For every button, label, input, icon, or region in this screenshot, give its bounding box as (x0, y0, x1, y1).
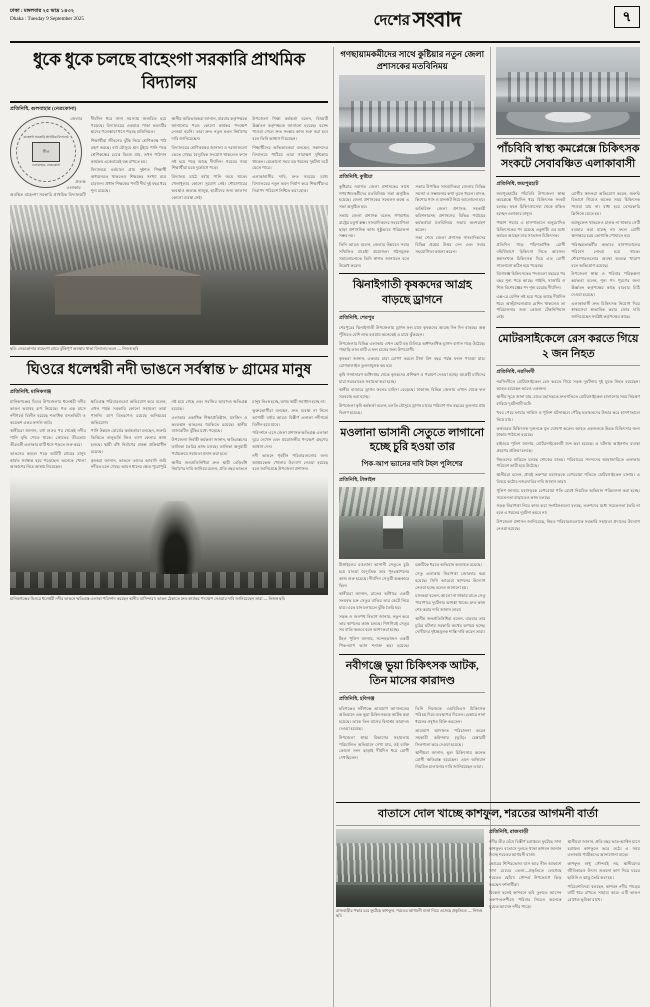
paragraph: সভায় জেলা প্রশাসক বলেন, গণমাধ্যম রাষ্ট্রের চতুর্থ স্তম্ভ। সাংবাদিকদের সহযোগিতা ছাড়া প্রশাসনিক কাজ সুষ্ঠুভাবে পরিচালনা সম্ভব নয়। (339, 212, 410, 239)
seal-ring (16, 122, 76, 182)
paragraph: স্থানীয় অভিভাবকরা জানান, বারবার কর্তৃপক্ষকে জানানোর পরও কোনো কার্যকর পদক্ষেপ নেওয়া হয়নি। তারা দ্রুত নতুন ভবন নির্মাণের দাবি জানিয়েছেন। (171, 115, 248, 142)
paragraph: স্থানীয়রা জানান, রাতের আঁধারে একটি সংঘবদ্ধ চক্র সেতুর বাতির তার কেটে নিয়ে যায়। এতে যান চলাচলে ঝুঁকি তৈরি হয়। (339, 591, 410, 611)
paragraph: বিশেষজ্ঞ চিকিৎসকের পদগুলো বছরের পর বছর শূন্য পড়ে আছে। গাইনি, সার্জারি ও শিশু বিশেষজ্ঞের পদ শূন্য রয়েছে দীর্ঘদিন। (496, 271, 566, 291)
dhaleshwari-body (10, 399, 328, 473)
fake-doctor-body (339, 706, 485, 771)
paragraph: ভাঙনের কবলে পড়ে আটটি গ্রামের মানুষ কার্যত সর্বস্বান্ত হয়ে পড়েছেন। অনেকে খোলা আকাশের নিচে আশ্রয় নিয়েছেন। (10, 450, 86, 470)
paragraph: অ্যাম্বুলেন্স থাকলেও চালক না থাকায় সেটি ব্যবহার করা যাচ্ছে না। ফলে রোগী স্থানান্তরে চরম ভোগান্তি পোহাতে হয়। (571, 219, 640, 239)
paragraph: ভ্রাম্যমাণ আদালত পরিচালনা করেন সহকারী কমিশনার (ভূমি)। চেম্বারটি সিলগালা করে দেওয়া হয়েছে। (415, 727, 486, 747)
paragraph: স্থানীয় সূত্রে জানা যায়, রাতে মহাসড়কে দ্রুতগতিতে মোটরসাইকেল চালানোর সময় নিয়ন্ত্রণ হারিয়ে দুর্ঘটনাটি ঘটে। (496, 394, 640, 407)
paragraph: সেতু এলাকায় নিরাপত্তা জোরদার করা হয়েছে। সিসি ক্যামেরা স্থাপনের উদ্যোগ নেওয়া হচ্ছে বলেও জানানো হয়। (415, 571, 486, 590)
seal-center-mark: সীল (32, 142, 60, 162)
paragraph: ক্ষতিগ্রস্ত পরিবারগুলো অভিযোগ করে বলেন, এখন পর্যন্ত সরকারি কোনো সহায়তা তারা পাননি। ত্রাণ বিতরণেও রয়েছে অনিয়মের অভিযোগ। (90, 399, 167, 425)
paragraph: উপজেলা স্বাস্থ্য বিভাগের সহায়তায় পরিচালিত অভিযানে দেখা যায়, ওই ব্যক্তি কোনো সনদ ছাড়াই দীর্ঘদিন ধরে রোগী দেখছিলেন। (339, 734, 410, 761)
paragraph: সড়ক নিরাপত্তা নিয়ে কাজ করা সংগঠনগুলো বলছে, তরুণদের মধ্যে সচেতনতা তৈরি না হলে এ ধরনের দুর্ঘটনা কমবে না। (496, 503, 640, 516)
paragraph: বিদ্যালয়ের শ্রেণিকক্ষের জানালা ও দরজাগুলো ভেঙে গেছে। বৈদ্যুতিক সংযোগ থাকলেও ফ্যান নষ্ট হয়ে পড়ে আছে দীর্ঘদিন। গরমের সময় শিক্ষার্থীরা চরম দুর্ভোগে পড়ে। (171, 145, 248, 171)
paragraph: খবর পেয়ে ফায়ার সার্ভিস ও পুলিশ ঘটনাস্থলে পৌঁছে হতাহতদের উদ্ধার করে হাসপাতালে নিয়ে যায়। (496, 409, 640, 422)
paragraph: পানি উন্নয়ন বোর্ডের কর্মকর্তারা বলছেন, জরুরি ভিত্তিতে বালুভর্তি জিও ব্যাগ ফেলার কাজ চলছে। স্থায়ী বাঁধ নির্মাণের প্রকল্প প্রক্রিয়াধীন রয়েছে। (90, 428, 167, 454)
paragraph: শেরপুরের ঝিনাইগাতী উপজেলায় ড্রাগন ফল চাষে কৃষকদের আগ্রহ দিন দিন বাড়ছে। অল্প পুঁজিতে বেশি লাভ হওয়ায় অনেকেই এ চাষে ঝুঁকছেন। (339, 325, 486, 337)
paragraph: টাঙ্গাইলের মওলানা ভাসানী সেতুতে চুরি হয়ে যাওয়া বৈদ্যুতিক তার পুনঃস্থাপনের কাজ শুরু হয়েছে। দীর্ঘদিন সেতুটি অন্ধকারে ছিল। (339, 562, 410, 588)
kashful-text-wrap (489, 829, 640, 918)
paragraph: বিদ্যালয় মাঠে বর্ষায় পানি জমে থাকে। খেলাধুলার কোনো সুযোগ নেই। শৌচাগারের অবস্থাও অত্যন্ত নাজুক, ছাত্রীদের জন্য আলাদা কোনো ব্যবস্থা নেই। (171, 174, 248, 200)
paragraph: কর্তব্যরত চিকিৎসক দুজনকে মৃত ঘোষণা করেন। আহত একজনকে উন্নত চিকিৎসার জন্য ঢাকায় পাঠানো হয়েছে। (496, 425, 640, 438)
paragraph: সড়ক ও জনপথ বিভাগ জানায়, নতুন করে তার স্থাপনের কাজ চলছে। শিগগিরই সেতুর সব বাতি জ্বলবে বলে আশা করা হচ্ছে। (339, 613, 410, 633)
district-office-photo (339, 75, 485, 167)
paragraph: এক্স-রে মেশিন নষ্ট হয়ে পড়ে আছে দীর্ঘদিন ধরে। আল্ট্রাসনোগ্রাম মেশিন থাকলেও তা পরিচালনার জন্য কোনো টেকনিশিয়ান নেই। (496, 293, 566, 320)
paragraph: তিনি নিজেকে এমবিবিএস চিকিৎসক পরিচয় দিয়ে ব্যবস্থাপত্র দিতেন। চেম্বারে নানা ধরনের ওষুধও বিক্রি করতেন। (415, 705, 486, 725)
kashful-byline: প্রতিনিধি, রাজবাড়ী (489, 828, 529, 835)
dragon-fruit-byline: প্রতিনিধি, শেরপুর (339, 315, 375, 322)
hospital-building-photo (496, 47, 640, 135)
kashful-body (489, 839, 640, 911)
divider (336, 825, 640, 826)
paragraph: উপজেলার বিভিন্ন এলাকায় এখন ছোট বড় মিলিয়ে অর্ধশতাধিক ড্রাগন বাগান গড়ে উঠেছে। পাহাড়ি লাল মাটি এ ফল চাষের জন্য উপযোগী। (339, 340, 486, 353)
paragraph: জয়পুরহাটের পাঁচবিবি উপজেলা স্বাস্থ্য কমপ্লেক্সে দীর্ঘদিন ধরে চিকিৎসক সংকট চলছে। ফলে চিকিৎসাসেবা থেকে বঞ্চিত হচ্ছেন এলাকার মানুষ। (496, 190, 566, 217)
divider (339, 654, 485, 655)
kushtia-body (339, 184, 485, 270)
divider (339, 473, 485, 474)
divider (10, 101, 328, 103)
logo-text-deshar: দেশের (373, 13, 410, 29)
paragraph: উপজেলা শিক্ষা কর্মকর্তা বলেন, বিষয়টি ঊর্ধ্বতন কর্তৃপক্ষকে জানানো হয়েছে। বরাদ্দ পাওয়া গেলে দ্রুত সংস্কার কাজ শুরু করা হবে বলে তিনি আশ্বাস দিয়েছেন। (252, 115, 328, 142)
paragraph: শিক্ষার্থীদের অভিভাবকরা বলছেন, সন্তানদের বিদ্যালয়ে পাঠিয়ে তারা সারাক্ষণ দুশ্চিন্তায় থাকেন। যেকোনো সময় বড় ধরনের দুর্ঘটনা ঘটে যেতে পারে। (252, 145, 328, 171)
paragraph: রোগীর স্বজনরা অভিযোগ করেন, জরুরি বিভাগে গিয়েও অনেক সময় চিকিৎসক পাওয়া যায় না। বাধ্য হয়ে বেসরকারি ক্লিনিকে যেতে হয়। (571, 190, 640, 217)
paragraph: কুষ্টিয়ার নবাগত জেলা প্রশাসকের সাথে গণমাধ্যমকর্মীদের মতবিনিময় সভা অনুষ্ঠিত হয়েছে। জেলা প্রশাসকের সম্মেলন কক্ষে এ সভা অনুষ্ঠিত হয়। (339, 183, 410, 210)
divider (339, 311, 485, 312)
kushtia-byline: প্রতিনিধি, কুষ্টিয়া (339, 173, 373, 180)
kashful-field-photo (336, 829, 484, 907)
paragraph: উপজেলা কৃষি কর্মকর্তা বলেন, চলতি মৌসুমে ড্রাগন চাষের পরিমাণ গত বছরের তুলনায় প্রায় দ্বিগুণ হয়েছে। (339, 403, 486, 415)
paragraph: টহল পুলিশ জানায়, সন্দেহভাজন একটি পিক-আপ ভ্যান শনাক্ত করা হয়েছে। চক্রটিকে ধরতে অভিযান অব্যাহত রয়েছে। (339, 562, 482, 649)
column-main (10, 47, 328, 1007)
paragraph: বিদ্যালয়ে বর্তমানে প্রায় দুইশত শিক্ষার্থী অধ্যয়নরত থাকলেও শিক্ষকের সংখ্যা মাত্র চারজন। প্রধান শিক্ষকের পদটি দীর্ঘ দুই বছর ধরে শূন্য রয়েছে। (90, 167, 167, 193)
paragraph: স্থানীয় বাজারে ড্রাগন ফলের চাহিদা বেড়েছে। ঢাকাসহ বিভিন্ন জেলায় এখান থেকে ফল সরবরাহ করা হচ্ছে। (339, 387, 486, 400)
bhasani-bridge-byline: প্রতিনিধি, টাঙ্গাইল (339, 477, 376, 484)
motorcycle-race-headline: মোটরসাইকেলে রেস করতে গিয়ে ২ জন নিহত (498, 333, 639, 360)
paragraph: নদীর তীর ঘেঁষে বিস্তীর্ণ চরাঞ্চলে ফুটেছে সাদা কাশফুল। বাতাসে দুলতে থাকা কাশবন জানান দিচ্ছে শরতের আগমনী বার্তা। (489, 838, 562, 858)
kashful-photo-caption: রাজবাড়ীর পদ্মার চরে ফুটেছে কাশফুল, শরতের আগমনী বার্তা নিয়ে এসেছে প্রকৃতিতে — নিজস্ব ছবি (336, 907, 483, 919)
logo (373, 5, 460, 38)
logo-text-sangbad: সংবাদ (412, 9, 461, 31)
fake-doctor-byline: প্রতিনিধি, হবিগঞ্জ (339, 695, 375, 702)
bhasani-bridge-subhead: পিক-আপ ভ্যানের দাবি টহল পুলিশের (361, 460, 463, 469)
bridge-workers-photo (339, 487, 485, 559)
paragraph: হাইওয়ে পুলিশ জানায়, মোটরসাইকেলটি জব্দ করা হয়েছে। এ ঘটনায় আইনগত ব্যবস্থা গ্রহণের প্রক্রিয়া চলছে। (496, 441, 640, 453)
kashful-headline: বাতাসে দোল খাচ্ছে কাশফুল, শরতের আগমনী বার্তা (377, 808, 599, 820)
divider (496, 176, 640, 177)
paragraph: সভায় উপস্থিত সাংবাদিকরা জেলার বিভিন্ন সমস্যা ও সম্ভাবনার কথা তুলে ধরেন। মাদক, কিশোর গ্যাং ও যানজট নিয়ে আলোচনা হয়। (415, 183, 486, 203)
panchbibi-headline: পাঁচবিবি স্বাস্থ্য কমপ্লেক্সে চিকিৎসক সংকটে সেবাবঞ্চিত এলাকাবাসী (496, 143, 640, 170)
motorcycle-race-body (496, 379, 640, 533)
paragraph: কৃষকরা জানান, একবার চারা রোপণ করলে টানা বিশ বছর পর্যন্ত ফলন পাওয়া যায়। রোগবালাইও তুলনামূলক কম হয়। (339, 356, 486, 369)
paragraph: অতিরিক্ত জেলা প্রশাসক, সহকারী কমিশনারসহ প্রশাসনের বিভিন্ন পর্যায়ের কর্মকর্তারা মতবিনিময় সভায় অংশগ্রহণ করেন। (415, 206, 486, 232)
seal-top-text: বাহেংগা সরকারি প্রাথমিক বিদ্যালয় (23, 135, 69, 140)
paragraph: স্থানীয়রা জানান, বর্ষা শুরুর পর থেকেই নদীর পানি বৃদ্ধি পেতে থাকে। স্রোতের তীব্রতায় তীরবর্তী এলাকার মাটি ধসে পড়তে শুরু করে। (10, 428, 86, 447)
paragraph: প্রতিদিন গড়ে পাঁচশতাধিক রোগী বহির্বিভাগে চিকিৎসা নিতে আসেন। স্বল্পসংখ্যক চিকিৎসক দিয়ে এত রোগী সামলানো কঠিন হয়ে পড়েছে। (496, 242, 566, 268)
lead-body (10, 116, 328, 202)
paragraph: বিকেল হলেই কাশবনে ছবি তুলতে আসেন তরুণ-তরুণীরা। পরিবার নিয়েও অনেকে ঘুরতে আসেন নদীর পাড়ে। (489, 890, 562, 910)
dragon-fruit-body (339, 325, 485, 417)
paragraph: নদী ভাঙনে গৃহহীন পরিবারগুলোর জন্য আশ্রয়কেন্দ্র খোলার উদ্যোগ নেওয়া হয়েছে বলে জানিয়েছে উপজেলা প্রশাসন। (252, 452, 328, 472)
paragraph: স্থানীয়রা জানান, ভুল চিকিৎসায় অনেক রোগী ক্ষতিগ্রস্ত হয়েছেন। এমন অভিযান নিয়মিত চালানোর দাবি জানিয়েছেন তারা। (415, 750, 486, 769)
paragraph: এলাকাবাসীর দাবি, দ্রুত সময়ের মধ্যে বিদ্যালয়ের নতুন ভবন নির্মাণ করে শিক্ষার্থীদের নিরাপদ পরিবেশ নিশ্চিত করা হোক। (252, 174, 328, 193)
paragraph: তিনি আরও বলেন, জেলার উন্নয়নে সবার সম্মিলিত প্রচেষ্টা প্রয়োজন। গঠনমূলক সমালোচনাকে তিনি স্বাগত জানাবেন বলে উল্লেখ করেন। (339, 242, 410, 268)
paragraph: স্থানীয় জনপ্রতিনিধিরা দ্রুত স্থায়ী বেড়িবাঁধ নির্মাণের দাবি জানিয়ে বলেন, প্রতি বছর ভাঙনে মানুষ নিঃস্ব হচ্ছে, অথচ স্থায়ী সমাধান হচ্ছে না। (171, 399, 326, 472)
fake-doctor-headline: নবীগঞ্জে ভুয়া চিকিৎসক আটক, তিন মাসের কারাদণ্ড (345, 659, 479, 687)
paragraph: সভা শেষে জেলা প্রশাসক সাংবাদিকদের বিভিন্ন প্রশ্নের উত্তর দেন এবং সবার সহযোগিতা কামনা করেন। (415, 235, 486, 254)
divider (339, 170, 485, 171)
divider (339, 273, 485, 274)
divider (10, 356, 328, 357)
paragraph: উপজেলা প্রশাসন জানিয়েছে, নিহত পরিবারগুলোকে সরকারি সহায়তা প্রদানের উদ্যোগ নেওয়া হয়েছে। (496, 519, 640, 531)
lead-byline: প্রতিনিধি, গুলবাহার (নেত্রকোনা) (10, 105, 77, 112)
riverbank-erosion-photo (10, 477, 328, 595)
dateline-bangla: ঢাকা : মঙ্গলবার ২৫ ভাদ্র ১৪৩২ (10, 8, 75, 14)
dateline-english: Dhaka : Tuesday 9 September 2025 (10, 15, 84, 22)
paragraph: মানিকগঞ্জের ঘিওর উপজেলায় ধলেশ্বরী নদীর ভাঙন ভয়াবহ রূপ নিয়েছে। গত এক মাসে নদীগর্ভে বিলীন হয়েছে শতাধিক বসতভিটা ও কয়েকশ একর ফসলি জমি। (10, 399, 86, 425)
divider (339, 692, 485, 693)
kashful-layout (336, 829, 640, 918)
divider (339, 421, 485, 422)
paragraph: উপজেলা স্বাস্থ্য ও পরিবার পরিকল্পনা কর্মকর্তা বলেন, শূন্য পদ পূরণের জন্য ঊর্ধ্বতন কর্তৃপক্ষের কাছে বারবার চিঠি দেওয়া হয়েছে। (571, 271, 640, 297)
paragraph: এলাকার একাধিক শিক্ষাপ্রতিষ্ঠান, মসজিদ ও কবরস্থান ভাঙনের হুমকিতে রয়েছে। স্থানীয় বাজারটিও ঝুঁকির মধ্যে পড়েছে। (171, 414, 248, 434)
paragraph: ভোরের শিশিরভেজা ঘাস আর নীল আকাশে সাদা মেঘের ভেলা—প্রকৃতিতে লেগেছে শরতের ছোঁয়া। সৌন্দর্য উপভোগে ভিড় করছেন দর্শনার্থীরা। (489, 861, 562, 887)
divider (496, 365, 640, 366)
paragraph: এলাকাবাসী দ্রুত চিকিৎসক নিয়োগ দিয়ে স্বাস্থ্যসেবা স্বাভাবিক করার জোর দাবি জানিয়েছেন সংশ্লিষ্ট কর্তৃপক্ষের কাছে। (571, 300, 640, 320)
paragraph: পরিবেশবিদরা বলছেন, কাশবন নদীর পাড়ের মাটি ধরে রাখতে সাহায্য করে। এটি ভাঙন রোধেও ভূমিকা রাখে। (567, 883, 640, 903)
motorcycle-race-byline: প্রতিনিধি, নরসিংদী (496, 368, 535, 375)
divider (496, 327, 640, 328)
kashful-photo-wrap (336, 829, 484, 918)
paragraph: স্থানীয় জনপ্রতিনিধিরা বলেন, বারবার তার চুরির ঘটনায় সরকারি অর্থের অপচয় হচ্ছে। দোষীদের দৃষ্টান্তমূলক শাস্তি দাবি করেন তারা। (415, 615, 486, 635)
paragraph: হবিগঞ্জের নবীগঞ্জে ভ্রাম্যমাণ আদালতের অভিযানে এক ভুয়া চিকিৎসককে আটক করা হয়েছে। তাকে তিন মাসের বিনাশ্রম কারাদণ্ড দেওয়া হয়েছে। (339, 705, 410, 731)
dhaleshwari-byline: প্রতিনিধি, মানিকগঞ্জ (10, 389, 52, 396)
dragon-fruit-headline: ঝিনাইগাতী কৃষকদের আগ্রহ বাড়ছে ড্রাগনে (352, 279, 472, 307)
dateline (10, 6, 84, 24)
paragraph: কৃষি সম্প্রসারণ অধিদপ্তর থেকে কৃষকদের প্রশিক্ষণ ও পরামর্শ দেওয়া হচ্ছে। আগ্রহী চাষিদের চারা সরবরাহেও সহায়তা করা হচ্ছে। (339, 371, 486, 384)
panchbibi-byline: প্রতিনিধি, জয়পুরহাট (496, 180, 539, 187)
lead-headline: ধুকে ধুকে চলছে বাহেংগা সরকারি প্রাথমিক বিদ্যালয় (32, 50, 306, 92)
paragraph: নরসিংদীতে মোটরসাইকেল রেস করতে গিয়ে সড়ক দুর্ঘটনায় দুই যুবক নিহত হয়েছেন। আহত হয়েছেন আরও একজন। (496, 378, 640, 391)
bhasani-bridge-body (339, 562, 485, 650)
school-seal-icon (10, 116, 82, 188)
dhaleshwari-headline: ঘিওরে ধলেশ্বরী নদী ভাঙনে সর্বস্বান্ত ৮ গ্রামের মানুষ (26, 361, 312, 378)
paragraph: চালকরা বলেন, আলো না থাকায় রাতে সেতু পারাপারে দুর্ঘটনার আশঙ্কা থাকে। দ্রুত কাজ শেষ করার দাবি জানান তারা। (415, 593, 486, 613)
page-number: ৭ (614, 6, 640, 28)
paragraph: শিক্ষার্থীরা জীবনের ঝুঁকি নিয়ে শ্রেণিকক্ষে পাঠ গ্রহণ করছে। বর্ষা মৌসুমে ছাদ চুঁইয়ে পানি পড়ে শ্রেণিকক্ষের মেঝে ভিজে যায়, তখন পাঠদান কার্যক্রম একেবারেই বন্ধ রাখতে হয়। (90, 138, 167, 164)
paragraph: কাশফুল শুধু সৌন্দর্যই নয়, স্থানীয়দের জীবিকারও উৎস। শুকনো কাশ দিয়ে ঘরের ছাউনি ও ঝাড়ু তৈরি করা হয়। (567, 861, 640, 880)
paragraph: উপজেলা নির্বাহী কর্মকর্তা জানান, ক্ষতিগ্রস্তদের তালিকা তৈরির কাজ চলছে। তালিকা অনুযায়ী পর্যায়ক্রমে সহায়তা প্রদান করা হবে। (171, 437, 248, 456)
paragraph: কৃষকরা জানান, ভাঙনে তাদের আবাদি জমি নদীতে চলে গেছে। আমন ধানের ক্ষেত পুরোপুরি নষ্ট হয়ে গেছে এবং সবজির আবাদও ক্ষতিগ্রস্ত হয়েছে। (90, 399, 248, 470)
paragraph: পঞ্চাশ শয্যার এ হাসপাতালে অনুমোদিত চিকিৎসকের পদ রয়েছে একুশটি। এর মধ্যে কর্মরত আছেন মাত্র সাতজন চিকিৎসক। (496, 219, 566, 239)
paragraph: জেলার প্রত্যন্ত এলাকায় অবস্থিত বাহেংগা সরকারি প্রাথমিক বিদ্যালয়টি দীর্ঘদিন ধরে নানা সমস্যায় জর্জরিত হয়ে পড়েছে। বিদ্যালয়ের একমাত্র পাকা ভবনটির ছাদের পলেস্তারা খসে পড়ছে প্রতিনিয়ত। (10, 115, 167, 198)
divider (496, 138, 640, 139)
divider (10, 384, 328, 385)
paragraph: স্থানীয়রা জানান, প্রতি বছর ভাদ্র-আশ্বিন মাসে চরাঞ্চল কাশফুলে ভরে ওঠে। এ সময় এলাকায় পর্যটকদের আনাগোনা বাড়ে। (567, 838, 640, 858)
masthead (10, 6, 640, 43)
school-building-photo (10, 205, 328, 345)
divider (336, 802, 640, 803)
seal-bottom-text: গুলবাহার, নেত্রকোনা (31, 162, 61, 167)
paragraph: ভুক্তভোগীরা বলছেন, দ্রুত ব্যবস্থা না নিলে আগামী বর্ষায় আরও বিস্তীর্ণ এলাকা নদীগর্ভে বিলীন হয়ে যাবে। (252, 407, 328, 427)
bhasani-bridge-headline: মওলানা ভাসানী সেতুতে লাগানো হচ্ছে চুরি হওয়া তার (340, 426, 485, 454)
paragraph: স্থানীয়রা বলেন, প্রায়ই তরুণরা মহাসড়কে বেপরোয়া গতিতে মোটরসাইকেল চালায়। এ বিষয়ে কঠোর নজরদারির দাবি জানান তারা। (496, 472, 640, 485)
paragraph: নিহতদের বাড়িতে চলছে শোকের মাতম। পরিবারের সদস্যদের আহাজারিতে এলাকার পরিবেশ ভারী হয়ে উঠেছে। (496, 456, 640, 469)
erosion-photo-caption: মানিকগঞ্জের ঘিওরে ধলেশ্বরী নদীর ভাঙনে ক্ষতিগ্রস্ত এলাকা পরিদর্শন করছেন স্থানীয় বাসিন্দারা। ভাঙন ঠেকাতে দ্রুত কার্যকর পদক্ষেপ নেওয়ার দাবি জানিয়েছেন তারা — নিজস্ব ছবি (10, 596, 285, 602)
kashful-story (336, 798, 640, 918)
paragraph: পরিদর্শনে এসে জেলা প্রশাসক ক্ষতিগ্রস্ত এলাকা ঘুরে দেখেন এবং প্রয়োজনীয় পদক্ষেপ গ্রহণের আশ্বাস দেন। (252, 430, 328, 449)
paragraph: পরিচ্ছন্নতাকর্মীর অভাবে হাসপাতালের পরিবেশ নোংরা হয়ে থাকে। শৌচাগারগুলোর অবস্থা অত্যন্ত খারাপ বলে অভিযোগ রয়েছে। (571, 242, 640, 268)
paragraph: পুলিশ জানায়, মহাসড়কে বেপরোয়া গতি রোধে নিয়মিত অভিযান পরিচালনা করা হচ্ছে। সচেতনতা বাড়াতেও কাজ চলছে। (496, 487, 640, 500)
kushtia-headline: গণছায়ামকমীদের সাথে কুষ্টিয়ার নতুন জেলা প্রশাসকের মতবিনিময় (340, 49, 485, 71)
school-photo-caption: ছবি: নেত্রকোনার বাহেংগা গ্রামে ঝুঁকিপূর্ণ অবস্থায় থাকা বিদ্যালয় ভবন — নিজস্ব ছবি (10, 346, 139, 352)
panchbibi-body (496, 191, 640, 323)
